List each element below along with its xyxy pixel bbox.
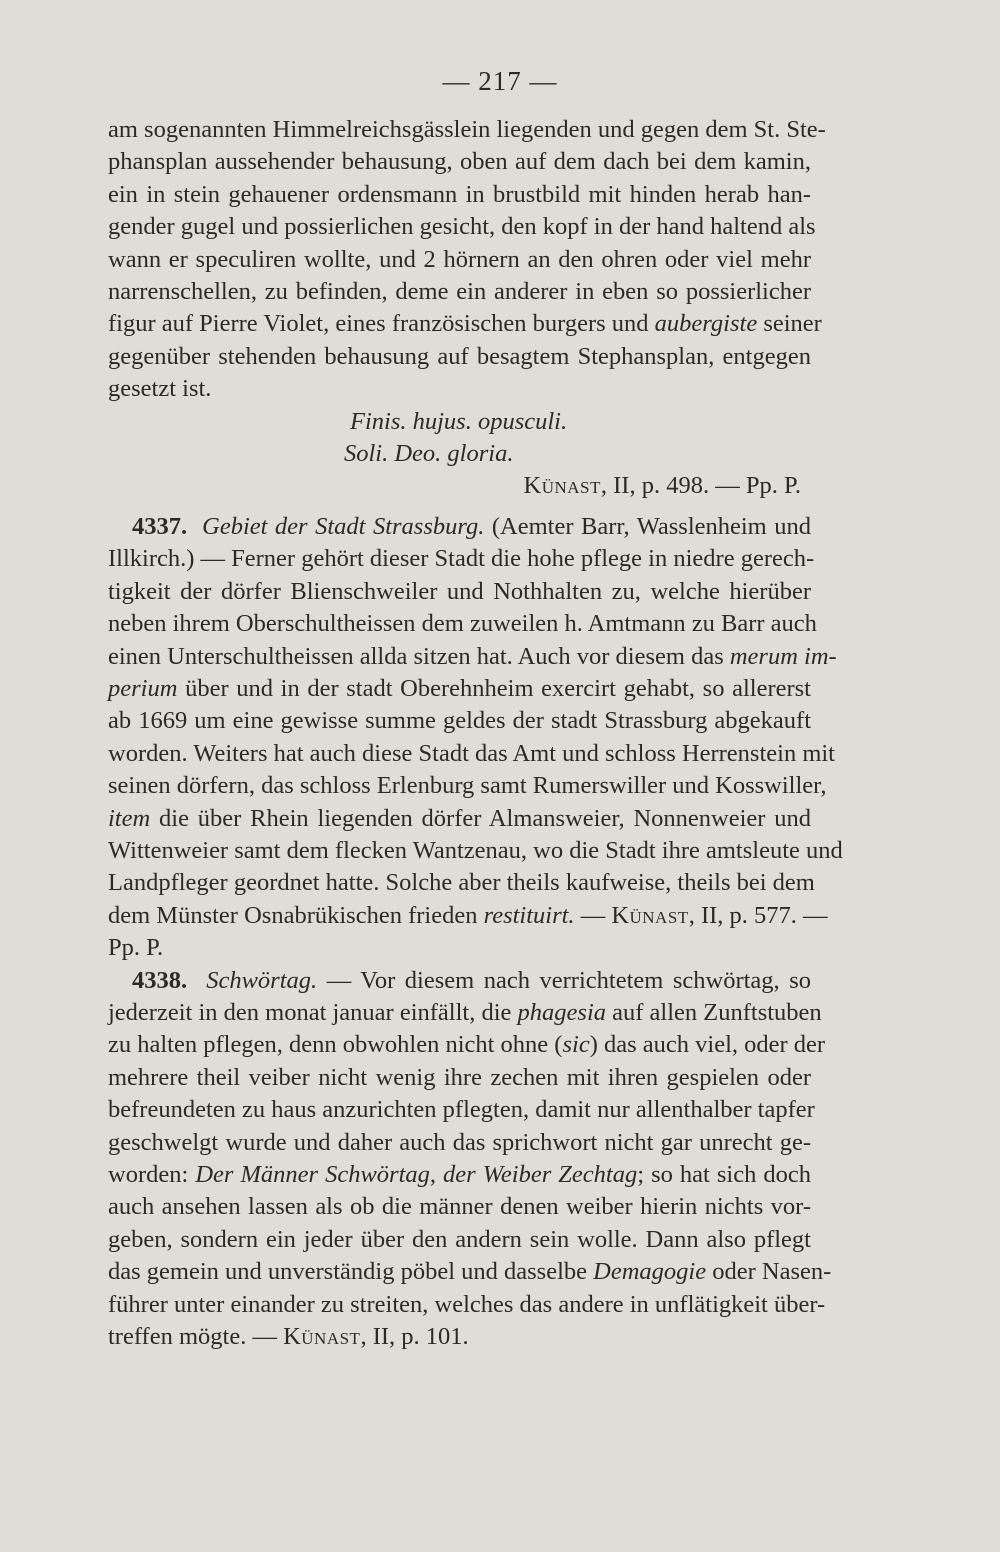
text-span: einen Unterschultheissen allda sitzen hat. Auch vor diesem das (108, 642, 730, 670)
text-span: (Aemter Barr, Wasslenheim und (484, 512, 811, 540)
citation-rest: , II, p. 498. — Pp. P. (600, 472, 801, 500)
entry-4338 (108, 965, 832, 1354)
entry-number: 4337. (132, 512, 188, 540)
italic-term: sic (562, 1031, 590, 1059)
text-line: phansplan aussehender behausung, oben auf dem dach bei dem kamin, (108, 148, 811, 176)
text-line: auch ansehen lassen als ob die männer denen weiber hierin nichts vor- (108, 1193, 811, 1221)
text-line: neben ihrem Oberschultheissen dem zuweilen h. Amtmann zu Barr auch (108, 610, 817, 638)
text-line (108, 673, 811, 705)
page-number: — 217 — (442, 66, 558, 96)
entry-4337 (108, 511, 843, 965)
text-span: das gemein und unverständig pöbel und dasselbe (108, 1258, 594, 1286)
italic-term: restituirt. (483, 901, 575, 929)
text-line: Illkirch.) — Ferner gehört dieser Stadt die hohe pflege in niedre gerech- (108, 545, 815, 573)
text-line: narrenschellen, zu befinden, deme ein anderer in eben so possierlicher (108, 278, 811, 306)
text-span: auf allen Zunftstuben (606, 998, 822, 1026)
text-span: , II, p. 101. (360, 1323, 469, 1351)
citation (108, 470, 811, 502)
italic-term: Demagogie (593, 1258, 707, 1286)
text-line (108, 1256, 832, 1288)
text-line: gender gugel und possierlichen gesicht, den kopf in der hand haltend als (108, 213, 816, 241)
text-line (108, 997, 822, 1029)
text-line (108, 641, 837, 673)
entry-number: 4338. (132, 966, 188, 994)
text-span: über und in der stadt Oberehnheim exercirt gehabt, so allererst (177, 674, 811, 702)
text-span: figur auf Pierre Violet, eines französischen burgers und (108, 310, 655, 338)
text-line: befreundeten zu haus anzurichten pflegten, damit nur allenthalber tapfer (108, 1096, 815, 1124)
paragraph-continuation (108, 114, 826, 406)
text-span: — Vor diesem nach verrichtetem schwörtag, so (317, 966, 811, 994)
entry-heading-line (108, 511, 811, 543)
text-span: seiner (757, 310, 822, 338)
text-line: worden. Weiters hat auch diese Stadt das Amt und schloss Herrenstein mit (108, 739, 835, 767)
text-line (108, 803, 811, 835)
entry-title: Schwörtag. (206, 966, 318, 994)
text-line: am sogenannten Himmelreichsgässlein liegenden und gegen dem St. Ste- (108, 116, 826, 143)
text-span: oder Nasen- (706, 1258, 832, 1286)
text-line (108, 308, 822, 340)
italic-term: aubergiste (654, 310, 758, 338)
text-line: gegenüber stehenden behausung auf besagtem Stephansplan, entgegen (108, 342, 811, 370)
text-line: Pp. P. (108, 934, 164, 962)
citation-author: Künast (283, 1323, 361, 1351)
text-line (108, 1321, 811, 1353)
italic-term: merum im- (729, 642, 837, 670)
text-line: gesetzt ist. (108, 375, 212, 403)
page-body (108, 114, 843, 1353)
text-span: ) das auch viel, oder der (589, 1031, 826, 1059)
italic-term: Der Männer Schwörtag, der Weiber Zechtag (195, 1161, 638, 1188)
italic-term: phagesia (517, 998, 606, 1026)
text-line: seinen dörfern, das schloss Erlenburg samt Rumerswiller und Kosswiller, (108, 772, 827, 800)
text-span: , II, p. 577. — (688, 901, 828, 929)
text-line: Wittenweier samt dem flecken Wantzenau, wo die Stadt ihre amtsleute und (108, 836, 843, 864)
text-span: ; so hat sich doch (637, 1161, 811, 1188)
text-span: jederzeit in den monat januar einfällt, die (108, 998, 518, 1026)
text-span: die über Rhein liegenden dörfer Almansweier, Nonnenweier und (150, 804, 811, 832)
text-span: treffen mögte. — (108, 1323, 284, 1351)
italic-term: item (108, 804, 151, 832)
text-line: wann er speculiren wollte, und 2 hörnern an den ohren oder viel mehr (108, 245, 811, 273)
text-span: dem Münster Osnabrükischen frieden (108, 901, 484, 929)
entry-heading-line (108, 965, 811, 997)
closing-soli: Soli. Deo. gloria. (344, 440, 514, 468)
text-line (108, 1029, 826, 1061)
text-line: Landpfleger geordnet hatte. Solche aber theils kaufweise, theils bei dem (108, 869, 815, 897)
text-line: geben, sondern ein jeder über den andern sein wolle. Dann also pflegt (108, 1225, 811, 1253)
closing-finis: Finis. hujus. opusculi. (350, 407, 568, 435)
text-span: — (574, 901, 612, 929)
text-line: mehrere theil veiber nicht wenig ihre zechen mit ihren gespielen oder (108, 1063, 811, 1091)
text-line: ein in stein gehauener ordensmann in brustbild mit hinden herab han- (108, 180, 811, 208)
text-span: zu halten pflegen, denn obwohlen nicht ohne ( (108, 1031, 563, 1059)
text-line: tigkeit der dörfer Blienschweiler und Nothhalten zu, welche hierüber (108, 577, 811, 605)
text-line: geschwelgt wurde und daher auch das sprichwort nicht gar unrecht ge- (108, 1128, 811, 1156)
italic-term: perium (108, 674, 178, 702)
text-line (108, 900, 828, 932)
entry-title: Gebiet der Stadt Strassburg. (202, 512, 485, 540)
text-line (108, 1159, 811, 1191)
citation-author: Künast (611, 901, 689, 929)
citation-author: Künast (523, 472, 601, 500)
text-line: führer unter einander zu streiten, welches das andere in unflätigkeit über- (108, 1290, 826, 1318)
text-span: worden: (108, 1161, 196, 1188)
text-line: ab 1669 um eine gewisse summe geldes der stadt Strassburg abgekauft (108, 707, 811, 735)
